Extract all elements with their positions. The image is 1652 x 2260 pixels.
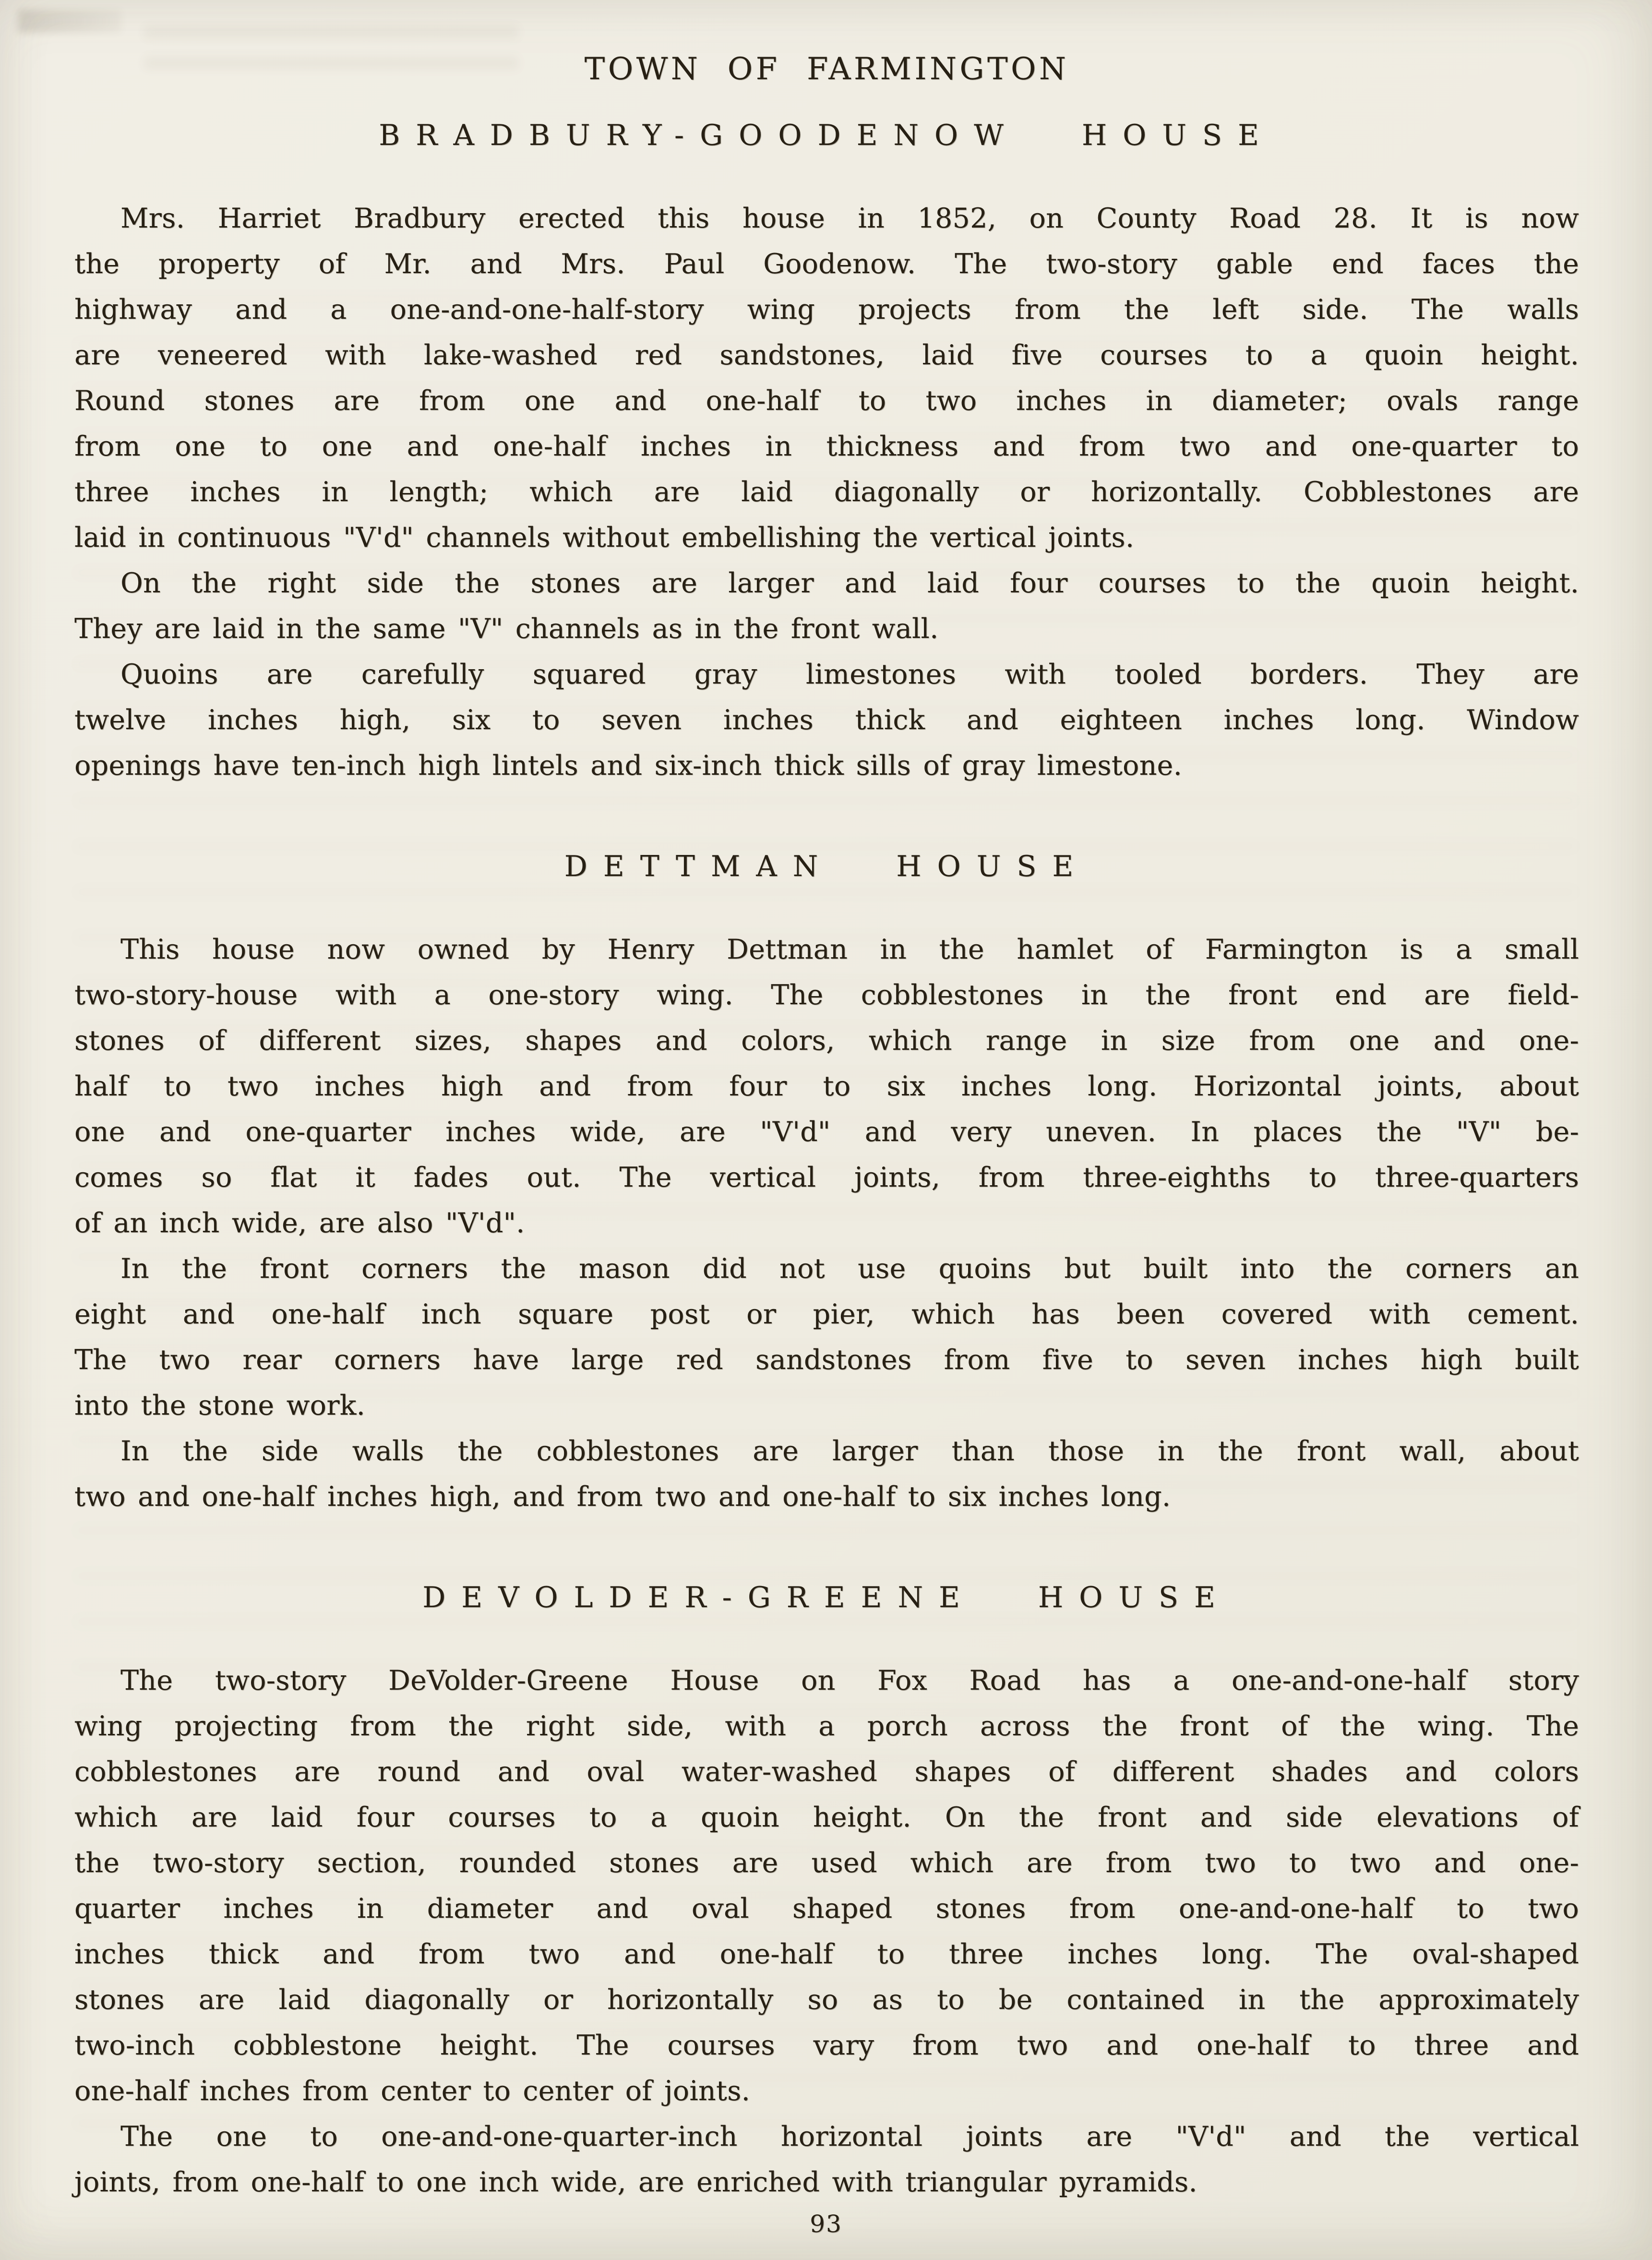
paragraph [74, 1246, 1579, 1429]
text-line: eight and one-half inch square post or pier, which has been covered with cement. [74, 1298, 1579, 1330]
text-line: into the stone work. [74, 1390, 366, 1421]
section-bradbury-goodenow-house [74, 121, 1579, 789]
text-line: Mrs. Harriet Bradbury erected this house in 1852, on County Road 28. It is now [120, 203, 1579, 234]
text-line: of an inch wide, are also "V'd". [74, 1207, 525, 1239]
text-line: Quoins are carefully squared gray limestones with tooled borders. They are [120, 659, 1579, 690]
text-line: stones of different sizes, shapes and colors, which range in size from one and one- [74, 1025, 1579, 1057]
section-heading: BRADBURY-GOODENOW HOUSE [379, 119, 1275, 152]
text-line: Round stones are from one and one-half to two inches in diameter; ovals range [74, 385, 1579, 417]
paragraph [74, 2114, 1579, 2205]
paragraph [74, 652, 1579, 789]
text-line: This house now owned by Henry Dettman in the hamlet of Farmington is a small [120, 934, 1579, 965]
text-line: The one to one-and-one-quarter-inch horizontal joints are "V'd" and the vertical [120, 2121, 1579, 2152]
text-line: The two rear corners have large red sandstones from five to seven inches high built [74, 1344, 1579, 1376]
text-line: cobblestones are round and oval water-washed shapes of different shades and colors [74, 1756, 1579, 1788]
text-line: the property of Mr. and Mrs. Paul Goodenow. The two-story gable end faces the [74, 248, 1579, 280]
text-line: one and one-quarter inches wide, are "V'd" and very uneven. In places the "V" be- [74, 1116, 1579, 1148]
text-line: The two-story DeVolder-Greene House on Fox Road has a one-and-one-half story [120, 1665, 1579, 1696]
text-line: stones are laid diagonally or horizontally so as to be contained in the approximately [74, 1984, 1579, 2016]
text-line: are veneered with lake-washed red sandstones, laid five courses to a quoin height. [74, 339, 1579, 371]
paragraph [74, 927, 1579, 1246]
text-line: three inches in length; which are laid diagonally or horizontally. Cobblestones are [74, 476, 1579, 508]
text-line: two and one-half inches high, and from two and one-half to six inches long. [74, 1481, 1171, 1513]
text-line: from one to one and one-half inches in thickness and from two and one-quarter to [74, 431, 1579, 462]
text-line: On the right side the stones are larger and laid four courses to the quoin height. [120, 567, 1579, 599]
text-line: one-half inches from center to center of joints. [74, 2075, 751, 2107]
paragraph [74, 561, 1579, 652]
text-line: In the side walls the cobblestones are larger than those in the front wall, about [120, 1435, 1579, 1467]
text-line: highway and a one-and-one-half-story wing projects from the left side. The walls [74, 294, 1579, 325]
text-line: laid in continuous "V'd" channels without embellishing the vertical joints. [74, 522, 1135, 553]
document-body [74, 121, 1579, 2205]
bleed-artifact-top-left [18, 10, 121, 33]
text-line: comes so flat it fades out. The vertical joints, from three-eighths to three-quarters [74, 1162, 1579, 1193]
page-title: TOWN OF FARMINGTON [584, 51, 1069, 87]
text-line: the two-story section, rounded stones are used which are from two to two and one- [74, 1847, 1579, 1879]
text-line: two-inch cobblestone height. The courses vary from two and one-half to three and [74, 2030, 1579, 2061]
text-line: In the front corners the mason did not use quoins but built into the corners an [120, 1253, 1579, 1285]
text-line: joints, from one-half to one inch wide, are enriched with triangular pyramids. [74, 2166, 1197, 2198]
page-number: 93 [810, 2210, 842, 2238]
text-line: twelve inches high, six to seven inches thick and eighteen inches long. Window [74, 704, 1579, 736]
text-line: They are laid in the same "V" channels as in the front wall. [74, 613, 939, 645]
paragraph [74, 196, 1579, 561]
text-line: quarter inches in diameter and oval shaped stones from one-and-one-half to two [74, 1893, 1579, 1924]
paragraph [74, 1429, 1579, 1520]
text-line: half to two inches high and from four to six inches long. Horizontal joints, about [74, 1070, 1579, 1102]
section-heading: DEVOLDER-GREENE HOUSE [422, 1581, 1231, 1614]
text-line: inches thick and from two and one-half to three inches long. The oval-shaped [74, 1938, 1579, 1970]
text-line: two-story-house with a one-story wing. The cobblestones in the front end are field- [74, 979, 1579, 1011]
section-heading: DETTMAN HOUSE [564, 850, 1089, 883]
paragraph [74, 1658, 1579, 2114]
text-line: wing projecting from the right side, with a porch across the front of the wing. The [74, 1710, 1579, 1742]
text-line: which are laid four courses to a quoin height. On the front and side elevations of [74, 1802, 1579, 1833]
section-dettman-house [74, 852, 1579, 1520]
section-devolder-greene-house [74, 1583, 1579, 2205]
text-line: openings have ten-inch high lintels and six-inch thick sills of gray limestone. [74, 750, 1182, 781]
